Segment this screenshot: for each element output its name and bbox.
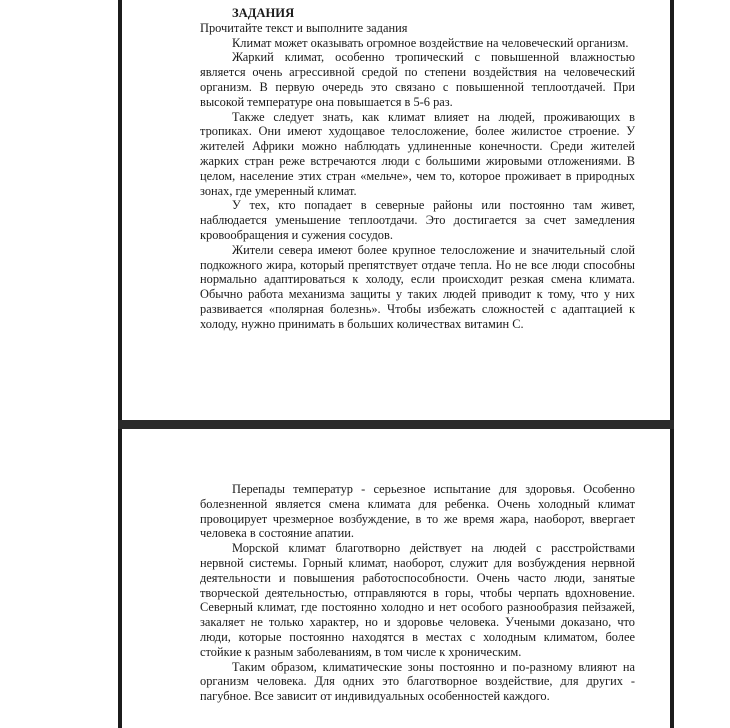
page-left-border bbox=[118, 0, 122, 728]
assignment-instruction: Прочитайте текст и выполните задания bbox=[200, 20, 408, 35]
page-1-content bbox=[200, 6, 635, 332]
paragraph: Климат может оказывать огромное воздействие на человеческий организм. bbox=[232, 35, 629, 50]
paragraph: Перепады температур - серьезное испытание для здоровья. Особенно болезненной является смена климата для ребенка. Очень холодный климат провоцирует чрезмерное возбуждение, в то же время жара, наоборот, ввергает человека в состояние апатии. bbox=[200, 482, 635, 541]
paragraph: Морской климат благотворно действует на людей с расстройствами нервной системы. Горный климат, наоборот, служит для возбуждения нервной деятельности и повышения работоспособности. Очень часто люди, занятые творческой деятельностью, отправляются в горы, чтобы черпать вдохновение. Северный климат, где постоянно холодно и нет особого разнообразия пейзажей, закаляет не только характер, но и здоровье человека. Учеными доказано, что люди, которые постоянно находятся в местах с холодным климатом, более стойкие к разным заболеваниям, в том числе к хроническим. bbox=[200, 541, 635, 659]
paragraph: Таким образом, климатические зоны постоянно и по-разному влияют на организм человека. Для одних это благотворное воздействие, для других - пагубное. Все зависит от индивидуальных особенностей каждого. bbox=[200, 659, 635, 704]
paragraph: У тех, кто попадает в северные районы или постоянно там живет, наблюдается уменьшение теплоотдачи. Это достигается за счет замедления кровообращения и сужения сосудов. bbox=[200, 198, 635, 242]
paragraph: Жители севера имеют более крупное телосложение и значительный слой подкожного жира, который препятствует отдаче тепла. Но не все люди способны нормально адаптироваться к холоду, если происходит резкая смена климата. Обычно работа механизма защиты у таких людей приводит к тому, что у них развивается «полярная болезнь». Чтобы избежать сложностей с адаптацией к холоду, нужно принимать в больших количествах витамин С. bbox=[200, 242, 635, 331]
assignment-heading: ЗАДАНИЯ bbox=[232, 6, 295, 20]
page-right-border bbox=[670, 0, 674, 728]
paragraph: Жаркий климат, особенно тропический с повышенной влажностью является очень агрессивной средой по степени воздействия на человеческий организм. В первую очередь это связано с повышенной теплоотдачей. При высокой температуре она повышается в 5-6 раз. bbox=[200, 50, 635, 109]
page-separator bbox=[118, 420, 674, 429]
page-2-content bbox=[200, 482, 635, 704]
paragraph: Также следует знать, как климат влияет на людей, проживающих в тропиках. Они имеют худощавое телосложение, более жилистое строение. У жителей Африки можно наблюдать удлиненные конечности. Среди жителей жарких стран реже встречаются люди с большими жировыми отложениями. В целом, население этих стран «мельче», чем то, которое проживает в природных зонах, где умеренный климат. bbox=[200, 109, 635, 198]
